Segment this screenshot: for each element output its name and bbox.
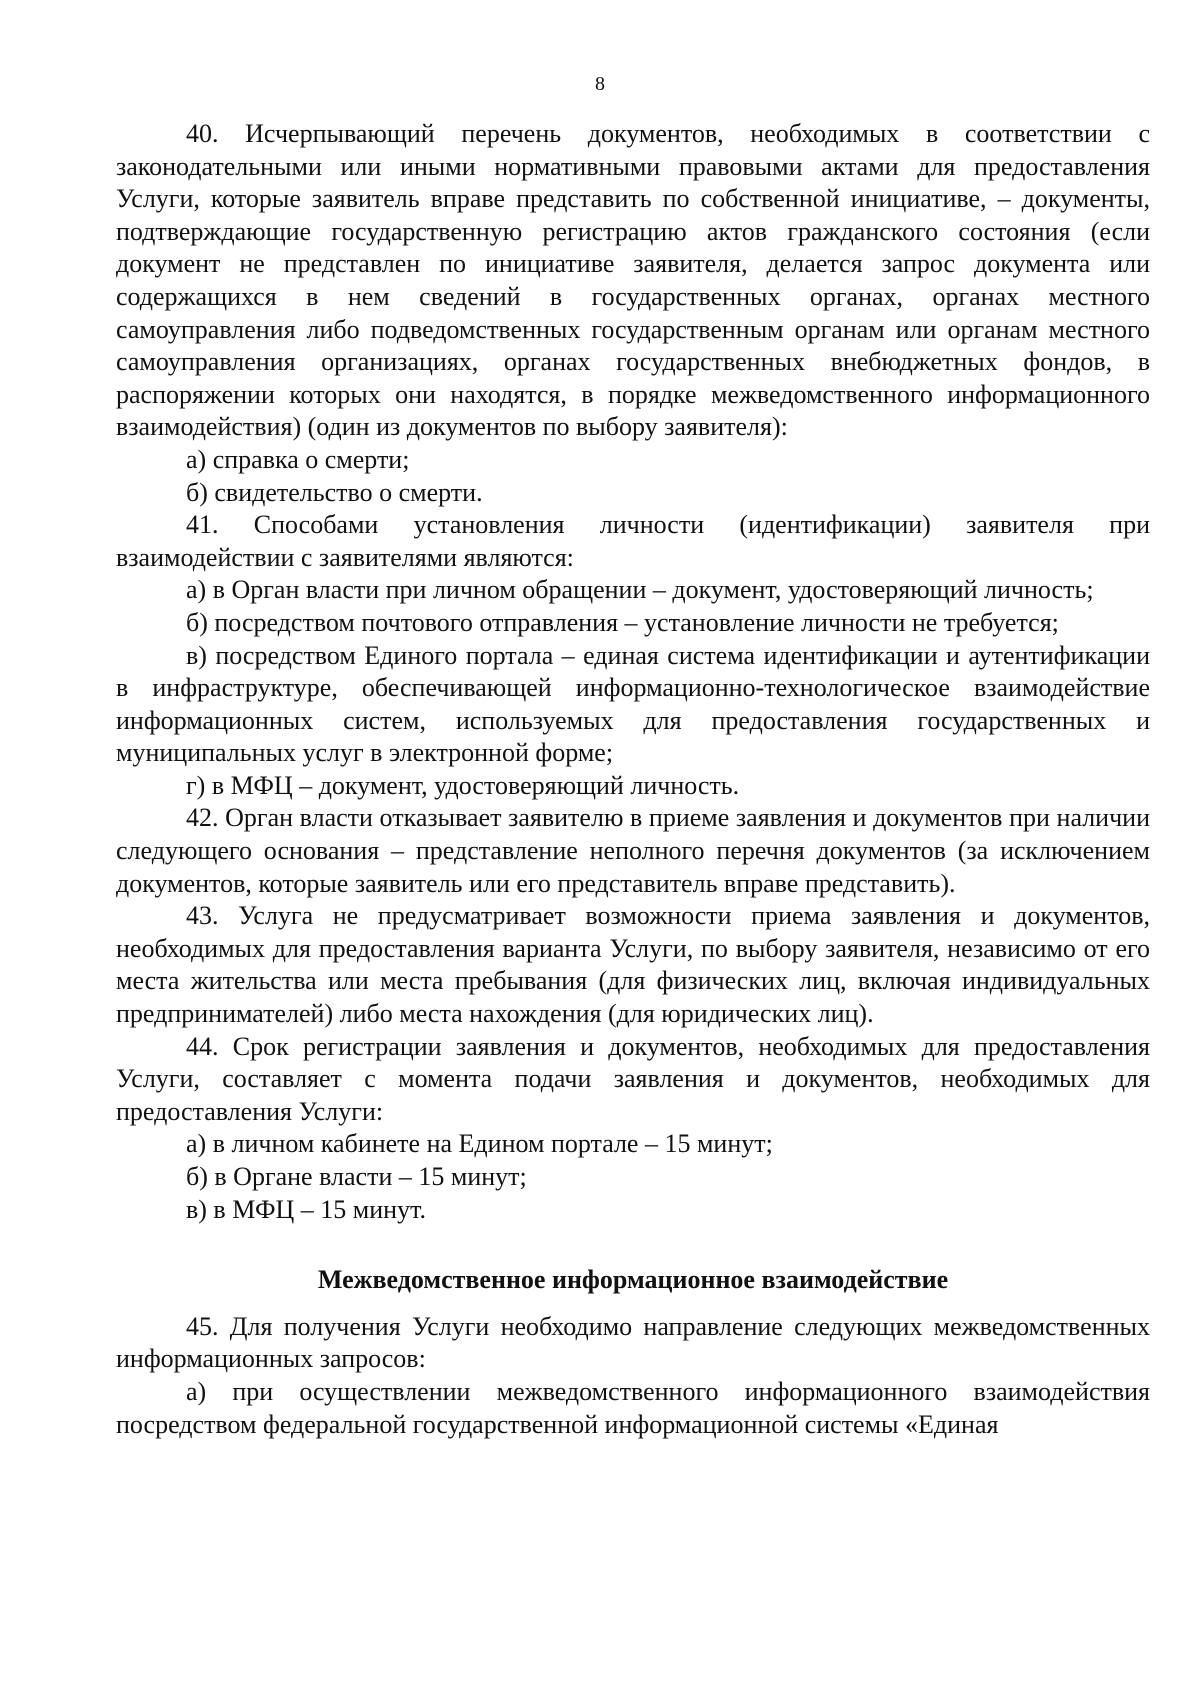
list-item-death-certificate: б) свидетельство о смерти.: [186, 477, 483, 507]
list-item-identification-authority: а) в Орган власти при личном обращении – документ, удостоверяющий личность;: [186, 575, 1094, 605]
document-body: [116, 118, 1150, 1441]
list-item-registration-portal: а) в личном кабинете на Едином портале – 15 минут;: [186, 1129, 773, 1159]
paragraph-40: 40. Исчерпывающий перечень документов, необходимых в соответствии с законодательными или иными нормативными правовыми актами для предоставления Услуги, которые заявитель вправе представить по собственной инициативе, – документы, подтверждающие государственную регистрацию актов гражданского состояния (если документ не представлен по инициативе заявителя, делается запрос документа или содержащихся в нем сведений в государственных органах, органах местного самоуправления либо подведомственных государственным органам или органам местного самоуправления организациях, органах государственных внебюджетных фондов, в распоряжении которых они находятся, в порядке межведомственного информационного взаимодействия) (один из документов по выбору заявителя):: [116, 119, 1150, 442]
list-item-identification-portal: в) посредством Единого портала – единая система идентификации и аутентификации в инфраструктуре, обеспечивающей информационно-технологическое взаимодействие информационных систем, используемых для предоставления государственных и муниципальных услуг в электронной форме;: [116, 640, 1150, 768]
list-item-identification-mfc: г) в МФЦ – документ, удостоверяющий личность.: [186, 770, 740, 800]
list-item-death-certificate-note: а) справка о смерти;: [186, 444, 410, 474]
paragraph-42: 42. Орган власти отказывает заявителю в приеме заявления и документов при наличии следующего основания – представление неполного перечня документов (за исключением документов, которые заявитель или его представитель вправе представить).: [116, 803, 1150, 898]
list-item-interagency-request: а) при осуществлении межведомственного информационного взаимодействия посредством федеральной государственной информационной системы «Единая: [116, 1376, 1150, 1439]
paragraph-44: 44. Срок регистрации заявления и документов, необходимых для предоставления Услуги, составляет с момента подачи заявления и документов, необходимых для предоставления Услуги:: [116, 1031, 1150, 1126]
section-heading: Межведомственное информационное взаимодействие: [317, 1265, 949, 1295]
paragraph-41: 41. Способами установления личности (идентификации) заявителя при взаимодействии с заявителями являются:: [116, 510, 1150, 572]
paragraph-45: 45. Для получения Услуги необходимо направление следующих межведомственных информационных запросов:: [116, 1311, 1150, 1374]
list-item-identification-mail: б) посредством почтового отправления – установление личности не требуется;: [186, 607, 1059, 637]
list-item-registration-mfc: в) в МФЦ – 15 минут.: [186, 1194, 426, 1224]
list-item-registration-authority: б) в Органе власти – 15 минут;: [186, 1162, 527, 1191]
page-number: 8: [595, 73, 605, 95]
paragraph-43: 43. Услуга не предусматривает возможности приема заявления и документов, необходимых для предоставления варианта Услуги, по выбору заявителя, независимо от его места жительства или места пребывания (для физических лиц, включая индивидуальных предпринимателей) либо места нахождения (для юридических лиц).: [116, 901, 1150, 1029]
